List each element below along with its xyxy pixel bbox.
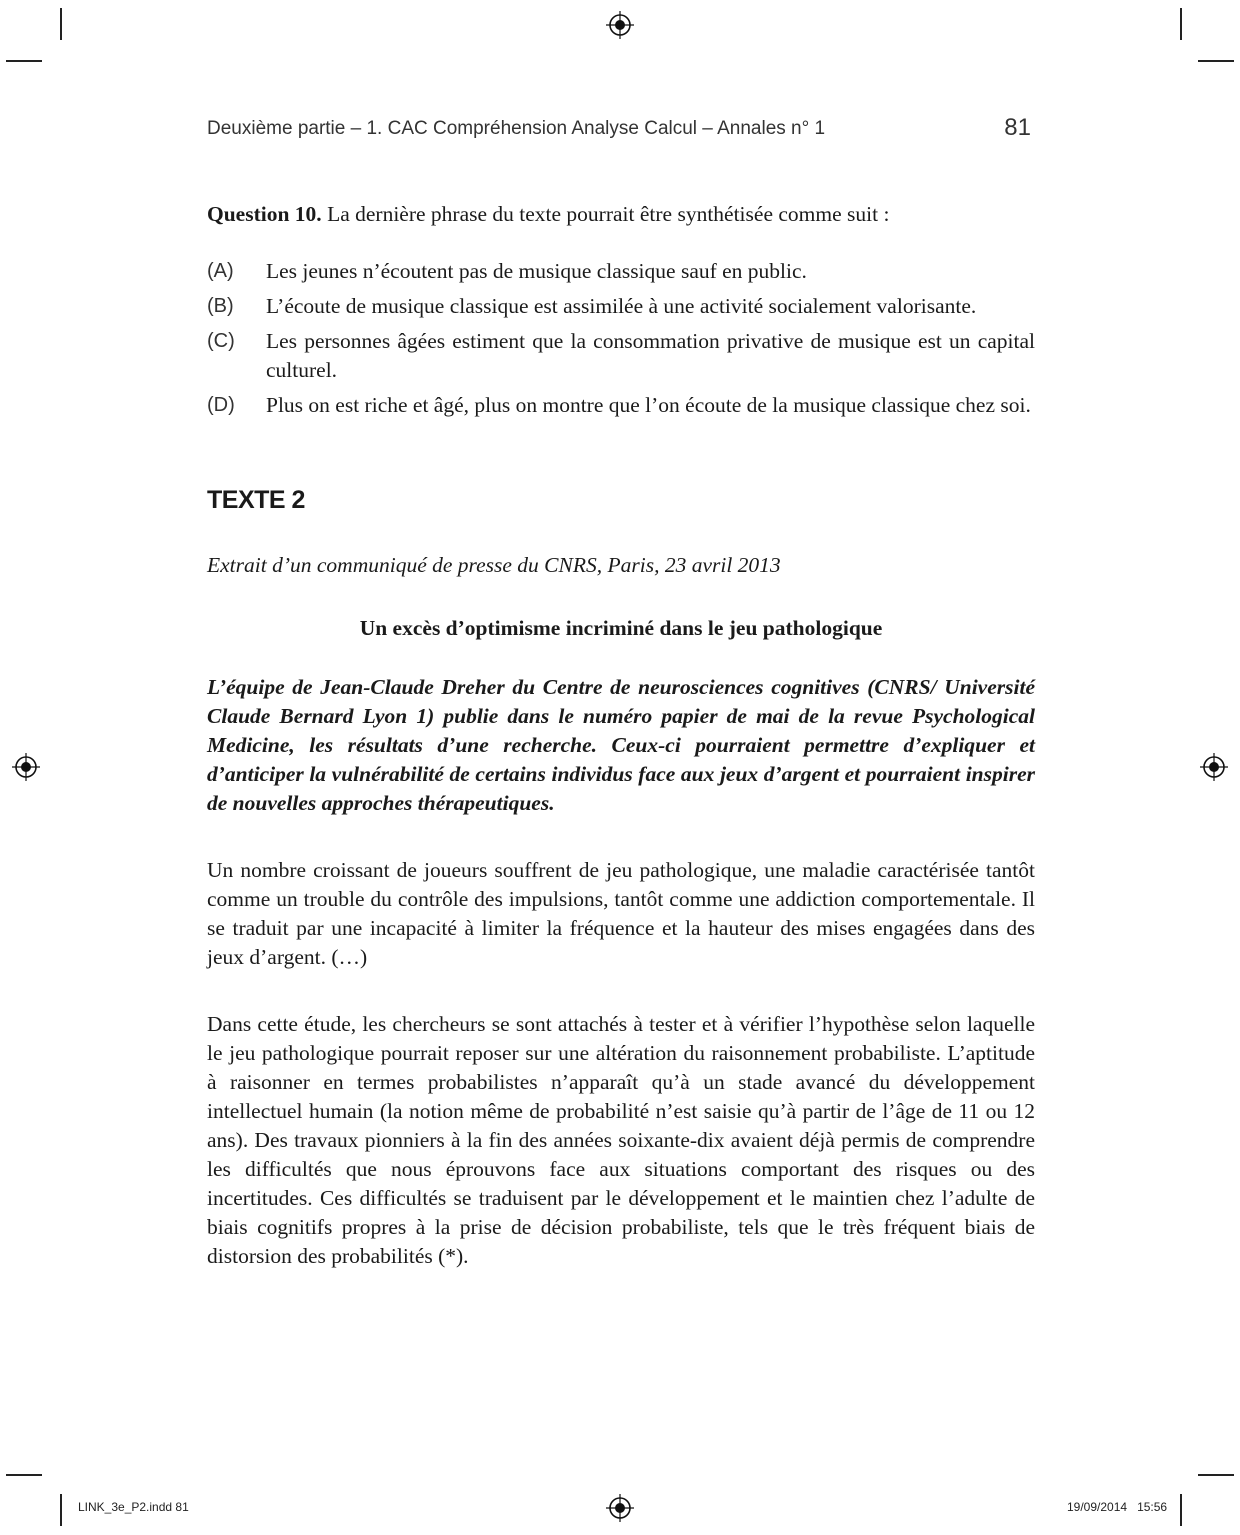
article-title: Un excès d’optimisme incriminé dans le jeu pathologique: [359, 616, 883, 640]
crop-mark: [60, 1494, 62, 1526]
section-title: TEXTE 2: [207, 486, 305, 514]
option-letter: (A): [207, 260, 234, 282]
answer-options: [207, 257, 1035, 420]
registration-mark-icon: [606, 1494, 634, 1522]
crop-mark: [6, 1474, 42, 1476]
option-text: Les personnes âgées estiment que la consommation privative de musique est un capital culturel.: [266, 329, 1035, 382]
answer-option-a: [207, 257, 1035, 286]
body-paragraph: Un nombre croissant de joueurs souffrent de jeu pathologique, une maladie caractérisée tantôt comme un trouble du contrôle des impulsions, tantôt comme une addiction comportementale. Il se traduit par une incapacité à limiter la fréquence et la hauteur des mises engagées dans des jeux d’argent. (…): [207, 858, 1035, 969]
footer-file-slug: LINK_3e_P2.indd 81: [78, 1500, 189, 1514]
option-text: Plus on est riche et âgé, plus on montre que l’on écoute de la musique classique chez soi.: [266, 393, 1031, 417]
crop-mark: [6, 60, 42, 62]
crop-mark: [1180, 1494, 1182, 1526]
running-title: Deuxième partie – 1. CAC Compréhension Analyse Calcul – Annales n° 1: [207, 118, 826, 139]
footer-timestamp: [1067, 1500, 1167, 1514]
option-letter: (C): [207, 330, 235, 352]
answer-option-d: [207, 391, 1035, 420]
body-paragraph: Dans cette étude, les chercheurs se sont attachés à tester et à vérifier l’hypothèse selon laquelle le jeu pathologique pourrait reposer sur une altération du raisonnement probabiliste. L’aptitude à raisonner en termes probabilistes n’apparaît qu’à un stade avancé du développement intellectuel humain (la notion même de probabilité n’est saisie qu’à partir de l’âge de 11 ou 12 ans). Des travaux pionniers à la fin des années soixante-dix avaient déjà permis de comprendre les difficultés que nous éprouvons face aux situations comportant des risques ou des incertitudes. Ces difficultés se traduisent par le développement et le maintien chez l’adulte de biais cognitifs propres à la prise de décision probabiliste, tels que le très fréquent biais de distorsion des probabilités (*).: [207, 1012, 1035, 1268]
option-letter: (D): [207, 394, 235, 416]
question-text: La dernière phrase du texte pourrait être synthétisée comme suit :: [321, 202, 890, 226]
footer-time: 15:56: [1137, 1500, 1168, 1514]
question-label: Question 10.: [207, 202, 322, 226]
crop-mark: [60, 8, 62, 40]
crop-mark: [1198, 60, 1234, 62]
running-header: [207, 114, 1035, 141]
page-number: 81: [1004, 114, 1031, 141]
registration-mark-icon: [606, 11, 634, 39]
answer-option-c: [207, 327, 1035, 385]
option-text: L’écoute de musique classique est assimilée à une activité socialement valorisante.: [266, 294, 977, 318]
question-10: [207, 200, 1035, 229]
registration-mark-icon: [1200, 753, 1228, 781]
source-line: Extrait d’un communiqué de presse du CNRS, Paris, 23 avril 2013: [207, 553, 781, 577]
main-content: [207, 200, 1035, 1309]
crop-mark: [1198, 1474, 1234, 1476]
footer-date: 19/09/2014: [1067, 1500, 1128, 1514]
crop-mark: [1180, 8, 1182, 40]
answer-option-b: [207, 292, 1035, 321]
option-text: Les jeunes n’écoutent pas de musique classique sauf en public.: [266, 259, 807, 283]
registration-mark-icon: [12, 753, 40, 781]
option-letter: (B): [207, 295, 234, 317]
article-lead: L’équipe de Jean-Claude Dreher du Centre de neurosciences cognitives (CNRS/ Université Claude Bernard Lyon 1) publie dans le numéro papier de mai de la revue Psychological Medicine, les résultats d’une recherche. Ceux-ci pourraient permettre d’expliquer et d’anticiper la vulnérabilité de certains individus face aux jeux d’argent et pourraient inspirer de nouvelles approches thérapeutiques.: [207, 675, 1035, 815]
